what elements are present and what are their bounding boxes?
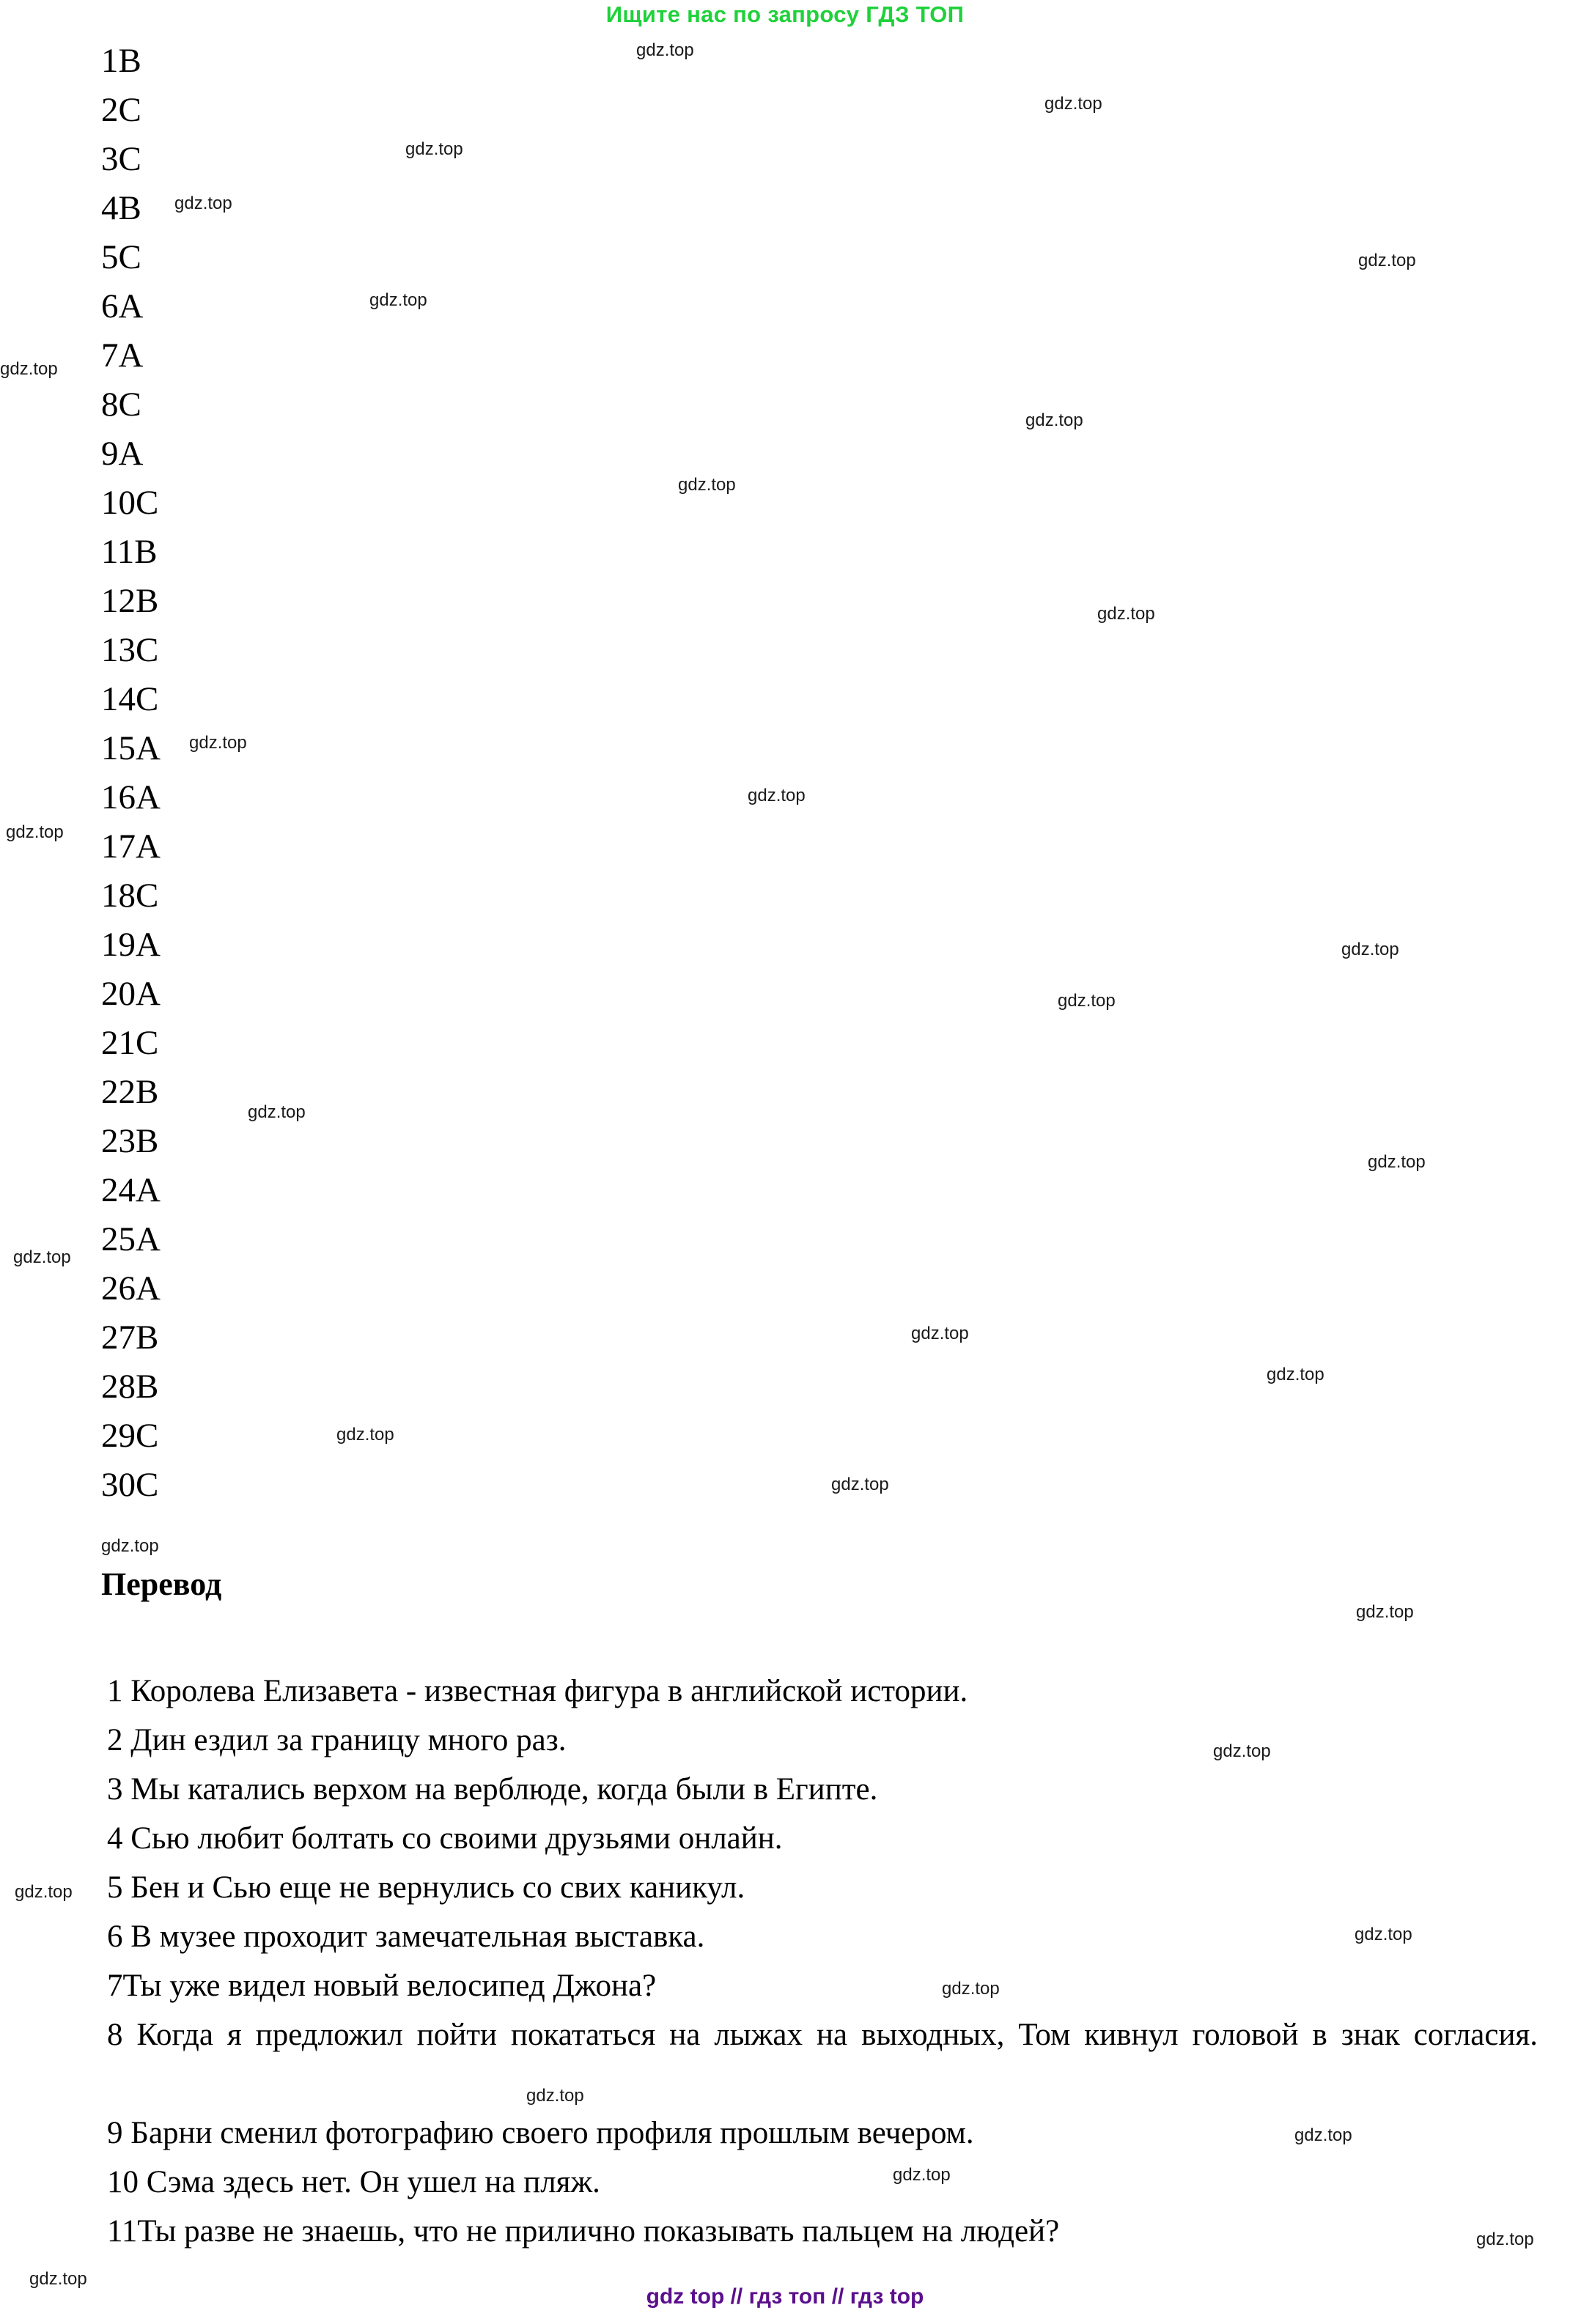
translation-list bbox=[21, 1667, 1538, 2256]
answer-item: 23B bbox=[101, 1122, 159, 1160]
watermark-text: gdz.top bbox=[15, 1882, 73, 1902]
answer-item: 10C bbox=[101, 484, 159, 522]
watermark-text: gdz.top bbox=[748, 786, 806, 805]
answer-item: 19A bbox=[101, 926, 161, 964]
answer-item: 9A bbox=[101, 435, 144, 473]
answer-item: 27B bbox=[101, 1318, 159, 1357]
answer-item: 13C bbox=[101, 631, 159, 669]
answer-item: 6A bbox=[101, 287, 144, 325]
answer-item: 22B bbox=[101, 1073, 159, 1111]
answer-item: 26A bbox=[101, 1269, 161, 1307]
answer-item: 16A bbox=[101, 778, 161, 816]
answer-item: 7A bbox=[101, 336, 144, 375]
translation-line: 9 Барни сменил фотографию своего профиля прошлым вечером. bbox=[107, 2116, 974, 2150]
promo-banner-text: Ищите нас по запросу ГДЗ ТОП bbox=[605, 1, 965, 27]
answer-item: 30C bbox=[101, 1466, 159, 1504]
translation-line: 5 Бен и Сью еще не вернулись со свих каникул. bbox=[107, 1870, 745, 1905]
answer-item: 1B bbox=[101, 42, 141, 80]
watermark-text: gdz.top bbox=[101, 1536, 159, 1556]
watermark-text: gdz.top bbox=[526, 2086, 584, 2106]
footer-branding-text: gdz top // гдз топ // гдз top bbox=[646, 2284, 924, 2309]
answer-item: 29C bbox=[101, 1417, 159, 1455]
watermark-text: gdz.top bbox=[405, 139, 463, 159]
watermark-text: gdz.top bbox=[1213, 1741, 1271, 1761]
watermark-text: gdz.top bbox=[174, 193, 232, 213]
watermark-text: gdz.top bbox=[636, 40, 694, 60]
translation-line: 3 Мы катались верхом на верблюде, когда были в Египте. bbox=[107, 1772, 878, 1807]
translation-line: 11Ты разве не знаешь, что не прилично показывать пальцем на людей? bbox=[107, 2214, 1060, 2249]
watermark-text: gdz.top bbox=[29, 2269, 87, 2289]
section-heading-translation: Перевод bbox=[101, 1566, 222, 1602]
watermark-text: gdz.top bbox=[1058, 991, 1116, 1011]
answer-item: 24A bbox=[101, 1171, 161, 1209]
watermark-text: gdz.top bbox=[1358, 251, 1416, 270]
answer-item: 18C bbox=[101, 877, 159, 915]
answer-item: 21C bbox=[101, 1024, 159, 1062]
watermark-text: gdz.top bbox=[942, 1979, 1000, 1999]
watermark-text: gdz.top bbox=[6, 822, 64, 842]
answer-item: 5C bbox=[101, 238, 141, 276]
watermark-text: gdz.top bbox=[911, 1324, 969, 1343]
watermark-text: gdz.top bbox=[13, 1247, 71, 1267]
watermark-text: gdz.top bbox=[893, 2165, 951, 2185]
answer-item: 28B bbox=[101, 1368, 159, 1406]
watermark-text: gdz.top bbox=[678, 475, 736, 495]
watermark-text: gdz.top bbox=[1044, 94, 1102, 114]
answer-item: 15A bbox=[101, 729, 161, 767]
answer-item: 8C bbox=[101, 386, 141, 424]
watermark-text: gdz.top bbox=[831, 1475, 889, 1494]
watermark-text: gdz.top bbox=[1476, 2229, 1534, 2249]
answer-item: 4B bbox=[101, 189, 141, 227]
answer-item: 11B bbox=[101, 533, 158, 571]
translation-line: 6 В музее проходит замечательная выставка. bbox=[107, 1919, 705, 1954]
translation-line: 7Ты уже видел новый велосипед Джона? bbox=[107, 1969, 657, 2003]
answer-item: 17A bbox=[101, 827, 161, 866]
watermark-text: gdz.top bbox=[0, 359, 58, 379]
watermark-text: gdz.top bbox=[248, 1102, 306, 1122]
answer-item: 12B bbox=[101, 582, 159, 620]
answer-item: 25A bbox=[101, 1220, 161, 1258]
watermark-text: gdz.top bbox=[369, 290, 427, 310]
watermark-text: gdz.top bbox=[1368, 1152, 1426, 1172]
watermark-text: gdz.top bbox=[1025, 410, 1083, 430]
watermark-text: gdz.top bbox=[336, 1425, 394, 1445]
answer-item: 14C bbox=[101, 680, 159, 718]
answer-item: 2C bbox=[101, 91, 141, 129]
watermark-text: gdz.top bbox=[1097, 604, 1155, 624]
watermark-text: gdz.top bbox=[1356, 1602, 1414, 1622]
watermark-text: gdz.top bbox=[189, 733, 247, 753]
answer-item: 20A bbox=[101, 975, 161, 1013]
answer-key-list bbox=[101, 37, 248, 1510]
watermark-text: gdz.top bbox=[1267, 1365, 1324, 1384]
translation-line: 10 Сэма здесь нет. Он ушел на пляж. bbox=[107, 2165, 600, 2199]
translation-line: 2 Дин ездил за границу много раз. bbox=[107, 1723, 567, 1757]
answer-item: 3C bbox=[101, 140, 141, 178]
watermark-text: gdz.top bbox=[1294, 2125, 1352, 2145]
watermark-text: gdz.top bbox=[1355, 1925, 1412, 1944]
translation-line: 8 Когда я предложил пойти покататься на лыжах на выходных, Том кивнул головой в знак согласия. bbox=[107, 2018, 1538, 2052]
watermark-text: gdz.top bbox=[1341, 940, 1399, 959]
translation-line: 1 Королева Елизавета - известная фигура в английской истории. bbox=[107, 1674, 968, 1708]
translation-line: 4 Сью любит болтать со своими друзьями онлайн. bbox=[107, 1821, 783, 1856]
